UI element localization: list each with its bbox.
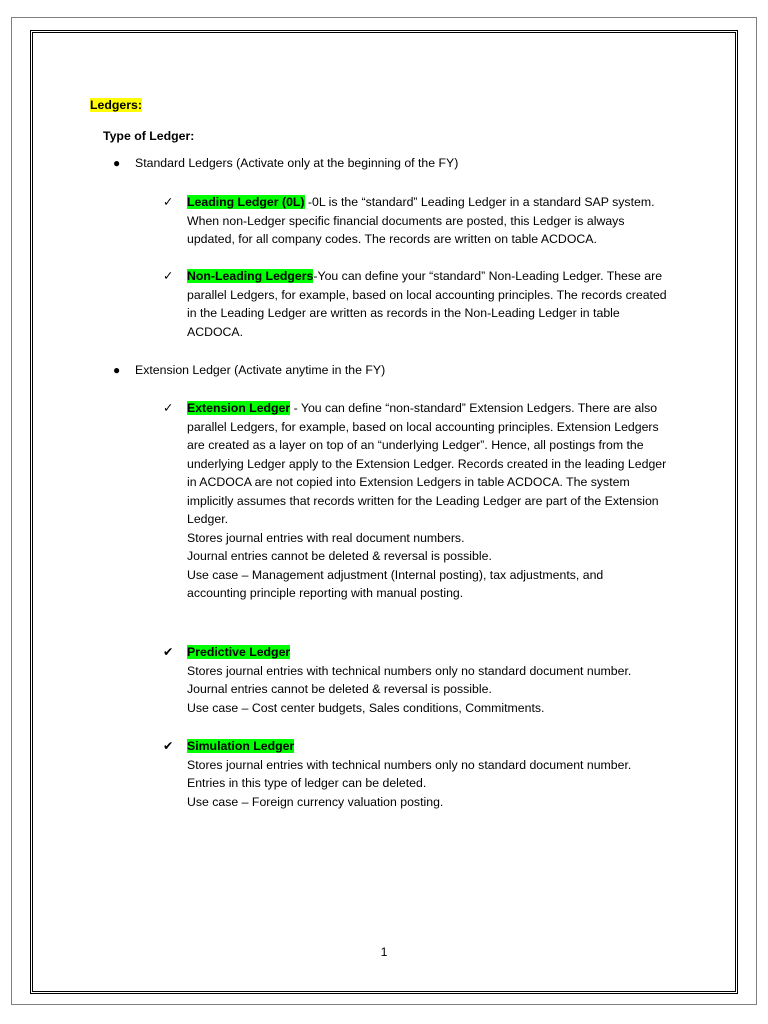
checkmark-icon: ✔ [163,645,174,659]
section-subtitle: Type of Ledger: [103,129,195,143]
checkmark-icon: ✔ [163,739,174,753]
checkmark-icon: ✓ [163,195,174,209]
bullet-dot-icon: ● [113,363,121,377]
bullet-dot-icon: ● [113,156,121,170]
page-number: 1 [380,945,388,959]
checkmark-icon: ✓ [163,269,174,283]
checkmark-icon: ✓ [163,401,174,415]
page-title: Ledgers: [90,98,142,112]
document-page: Ledgers: Type of Ledger: ● Standard Ledgers (Activate only at the beginning of the FY) ✓ Leading Ledger (0L) -0L is the “standard” Leading Ledger in a standard SAP system. When non-Ledger specific financial documents are posted, this Ledger is always updated, for all company codes. The records are written on table ACDOCA. ✓ Non-Leading Ledgers-You can define your “standard” Non-Leading Ledger. These are parallel Ledgers, for example, based on local accounting principles. The records created in the Leading Ledger are written as records in the Non-Leading Ledger in table ACDOCA. ● Extension Ledger (Activate anytime in the FY) ✓ Extension Ledger - You can define “non-standard” Extension Ledgers. There are also parallel Ledgers, for example, based on local accounting principles. Extension Ledgers are created as a layer on top of an “underlying Ledger”. Hence, all postings from the underlying Ledger apply to the Extension Ledger. Records created in the leading Ledger in ACDOCA are not copied into Extension Ledgers in table ACDOCA. The system implicitly assumes that records written for the Leading Ledger are part of the Extension Ledger. Stores journal entries with real document numbers. Journal entries cannot be deleted & reversal is possible. Use case – Management adjustment (Internal posting), tax adjustments, and accounting principle reporting with manual posting. ✔ Predictive Ledger Stores journal entries with technical numbers only no standard document number. Journal entries cannot be deleted & reversal is possible. Use case – Cost center budgets, Sales conditions, Commitments. ✔ Simulation Ledger Stores journal entries with technical numbers only no standard document number. Entries in this type of ledger can be deleted. Use case – Foreign currency valuation posting. 1 [0,0,768,1024]
